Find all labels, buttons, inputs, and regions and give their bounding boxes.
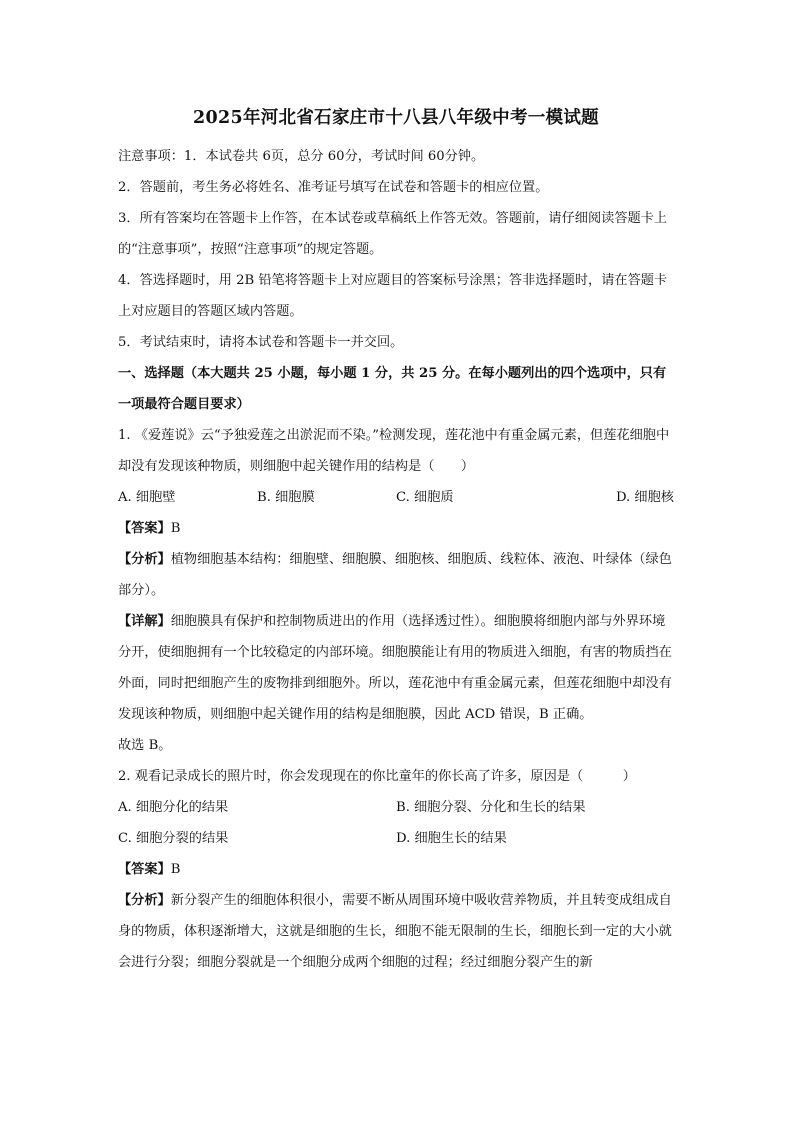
q1-option-a: A. 细胞壁	[118, 490, 176, 505]
question-1-options	[118, 482, 674, 513]
q1-option-c: C. 细胞质	[396, 490, 454, 505]
q1-analysis	[118, 544, 674, 606]
q1-answer	[118, 513, 674, 544]
answer-value: B	[170, 862, 181, 877]
question-2-options-row-1	[118, 792, 674, 823]
note-3: 3．所有答案均在答题卡上作答，在本试卷或草稿纸上作答无效。答题前，请仔细阅读答题卡上的“注意事项”，按照“注意事项”的规定答题。	[118, 211, 668, 257]
question-1-stem: 1. 《爱莲说》云“予独爱莲之出淤泥而不染。”检测发现，莲花池中有重金属元素，但莲花细胞中却没有发现该种物质，则细胞中起关键作用的结构是（ ）	[118, 428, 670, 474]
q2-option-c: C. 细胞分裂的结果	[118, 831, 229, 846]
q2-analysis	[118, 885, 674, 978]
analysis-text: 新分裂产生的细胞体积很小，需要不断从周围环境中吸收营养物质，并且转变成组成自身的物质，体积逐渐增大，这就是细胞的生长，细胞不能无限制的生长，细胞长到一定的大小就会进行分裂；细胞分裂就是一个细胞分成两个细胞的过程；经过细胞分裂产生的新	[118, 893, 672, 970]
analysis-text: 植物细胞基本结构：细胞壁、细胞膜、细胞核、细胞质、线粒体、液泡、叶绿体（绿色部分）。	[118, 552, 672, 598]
q1-option-d: D. 细胞核	[615, 490, 674, 505]
note-5: 5．考试结束时，请将本试卷和答题卡一并交回。	[118, 335, 404, 350]
q2-option-d: D. 细胞生长的结果	[396, 831, 507, 846]
analysis-label: 【分析】	[118, 552, 171, 567]
answer-value: B	[170, 521, 181, 536]
detail-label: 【详解】	[118, 614, 171, 629]
q1-option-b: B. 细胞膜	[257, 490, 315, 505]
detail-text: 细胞膜具有保护和控制物质进出的作用（选择透过性）。细胞膜将细胞内部与外界环境分开，使细胞拥有一个比较稳定的内部环境。细胞膜能让有用的物质进入细胞，有害的物质挡在外面，同时把细胞产生的废物排到细胞外。所以，莲花池中有重金属元素，但莲花细胞中却没有发现该种物质，则细胞中起关键作用的结构是细胞膜，因此 ACD 错误，B 正确。	[118, 614, 672, 722]
question-2-stem: 2. 观看记录成长的照片时，你会发现现在的你比童年的你长高了许多，原因是（ ）	[118, 769, 636, 784]
page-title: 2025年河北省石家庄市十八县八年级中考一模试题	[193, 108, 599, 128]
note-1: 注意事项：1．本试卷共 6页，总分 60分，考试时间 60分钟。	[118, 149, 485, 164]
document-content	[118, 98, 674, 978]
note-4: 4．答选择题时，用 2B 铅笔将答题卡上对应题目的答案标号涂黑；答非选择题时，请在答题卡上对应题目的答题区域内答题。	[118, 273, 668, 319]
q2-option-a: A. 细胞分化的结果	[118, 800, 229, 815]
q1-detail	[118, 606, 674, 730]
q1-conclusion: 故选 B。	[118, 738, 172, 753]
note-2: 2．答题前，考生务必将姓名、准考证号填写在试卷和答题卡的相应位置。	[118, 180, 549, 195]
analysis-label: 【分析】	[118, 893, 171, 908]
answer-label: 【答案】	[118, 862, 171, 877]
answer-label: 【答案】	[118, 521, 171, 536]
q2-answer	[118, 854, 674, 885]
question-2-options-row-2	[118, 823, 674, 854]
section-heading: 一、选择题（本大题共 25 小题，每小题 1 分，共 25 分。在每小题列出的四个选项中，只有一项最符合题目要求）	[118, 366, 667, 412]
q2-option-b: B. 细胞分裂、分化和生长的结果	[396, 800, 586, 815]
